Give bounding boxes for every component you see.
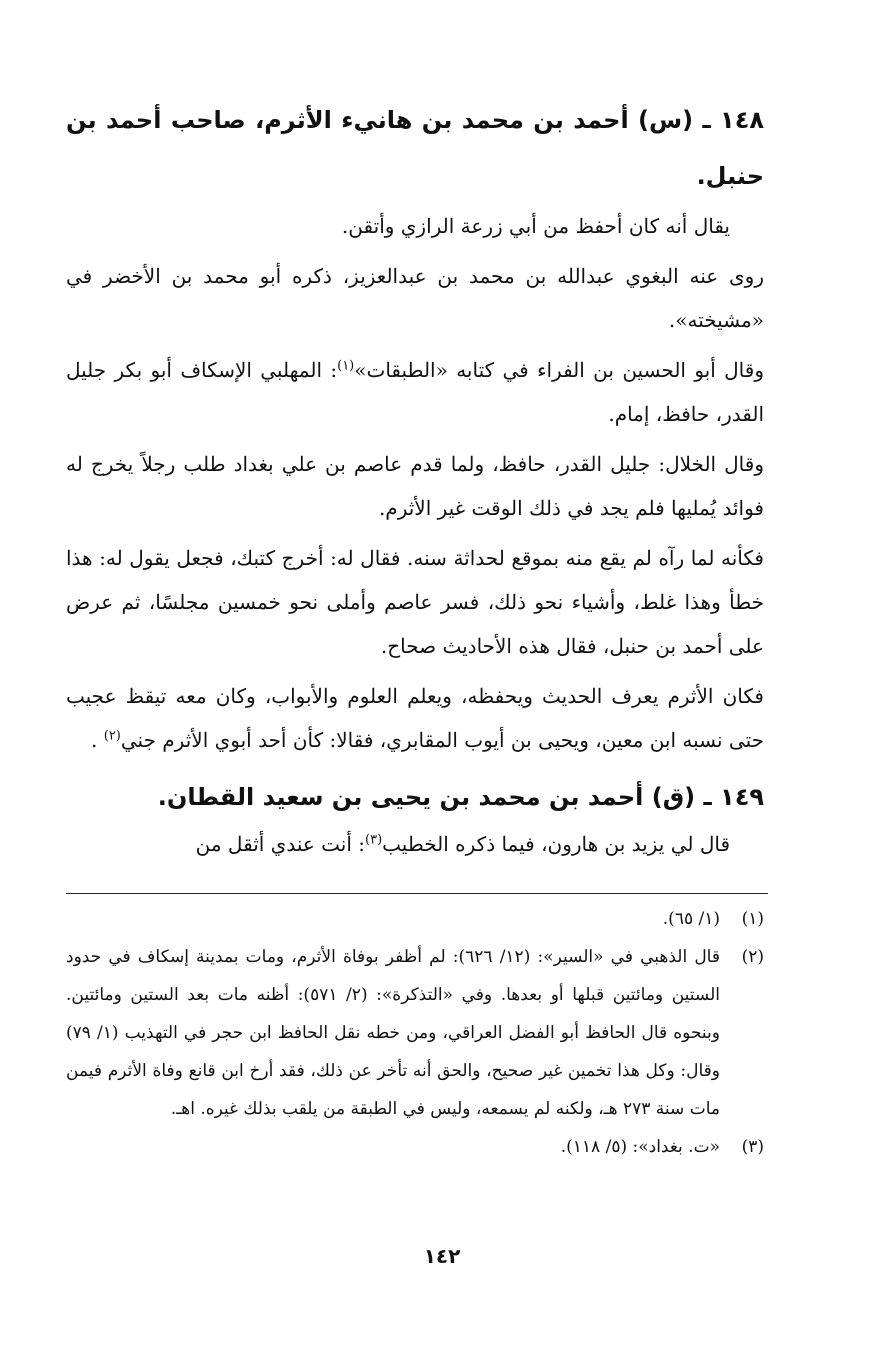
entry-heading-148: ١٤٨ ـ (س) أحمد بن محمد بن هانيء الأثرم، صاحب أحمد بن حنبل.: [66, 106, 764, 190]
footnote-ref: (٣): [365, 832, 383, 848]
footnote-ref: (١): [337, 358, 355, 374]
entry-heading-149: ١٤٩ ـ (ق) أحمد بن محمد بن يحيى بن سعيد القطان.: [157, 783, 764, 811]
footnote-number: (٢): [741, 947, 764, 967]
footnote-text: قال الذهبي في «السير»: (١٢/ ٦٢٦): لم أظفر بوفاة الأثرم، ومات بمدينة إسكاف في حدود الستين ومائتين قبلها أو بعدها. وفي «التذكرة»: (٢/ ٥٧١): أظنه مات بعد الستين ومائتين. وبنحوه قال الحافظ أبو الفضل العراقي، ومن خطه نقل الحافظ ابن حجر في التهذيب (١/ ٧٩) وقال: وكل هذا تخمين غير صحيح، والحق أنه تأخر عن ذلك، فقد أرخ ابن قانع وفاة الأثرم فيمن مات سنة ٢٧٣ هـ، ولكنه لم يسمعه، وليس في الطبقة من يلقب بذلك غيره. اهـ.: [66, 947, 721, 1119]
footnote-divider: [66, 893, 768, 894]
footnote-ref: (٢): [103, 728, 121, 744]
paragraph: يقال أنه كان أحفظ من أبي زرعة الرازي وأتقن.: [341, 214, 730, 238]
footnotes: [66, 900, 764, 1166]
paragraph: فكأنه لما رآه لم يقع منه بموقع لحداثة سنه. فقال له: أخرج كتبك، فجعل يقول له: هذا خطأ وهذا غلط، وأشياء نحو ذلك، فسر عاصم وأملى نحو خمسين مجلسًا، ثم عرض على أحمد بن حنبل، فقال هذه الأحاديث صحاح.: [66, 546, 764, 658]
footnote-text: (١/ ٦٥).: [662, 909, 720, 929]
footnote-number: (٣): [741, 1137, 764, 1157]
main-text: [66, 92, 764, 866]
paragraph: [66, 348, 764, 436]
footnote: [66, 900, 764, 938]
paragraph: روى عنه البغوي عبدالله بن محمد بن عبدالعزيز، ذكره أبو محمد بن الأخضر في «مشيخته».: [66, 264, 764, 332]
paragraph-text: .: [91, 728, 98, 752]
paragraph-text: وقال أبو الحسين بن الفراء في كتابه «الطبقات»: [354, 358, 764, 382]
paragraph: وقال الخلال: جليل القدر، حافظ، ولما قدم عاصم بن علي بغداد طلب رجلاً يخرج له فوائد يُمليها فلم يجد في ذلك الوقت غير الأثرم.: [66, 452, 764, 520]
paragraph: [66, 674, 764, 762]
paragraph-text: : أنت عندي أثقل من: [195, 832, 366, 856]
footnote-text: «ت. بغداد»: (٥/ ١١٨).: [560, 1137, 720, 1157]
footnote: [66, 938, 764, 1128]
footnote-number: (١): [741, 909, 764, 929]
paragraph-text: فكان الأثرم يعرف الحديث ويحفظه، ويعلم العلوم والأبواب، وكان معه تيقظ عجيب حتى نسبه ابن معين، ويحيى بن أيوب المقابري، فقالا: كأن أحد أبوي الأثرم جني: [66, 684, 764, 752]
page-number: ١٤٢: [423, 1244, 461, 1268]
footnote: [66, 1128, 764, 1166]
paragraph-text: : المهلبي الإسكاف أبو بكر جليل القدر، حافظ، إمام.: [66, 358, 764, 426]
paragraph-text: قال لي يزيد بن هارون، فيما ذكره الخطيب: [382, 832, 730, 856]
paragraph: [66, 822, 764, 866]
